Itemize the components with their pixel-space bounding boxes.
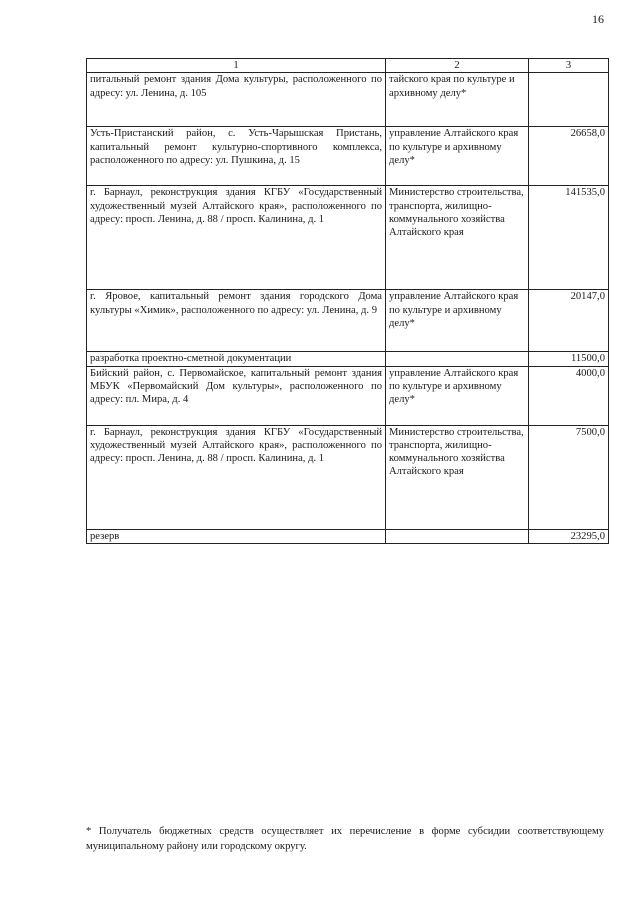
row-agency [386, 352, 529, 366]
row-agency: управление Алтайского края по культуре и архивному делу* [386, 127, 529, 186]
row-amount: 11500,0 [529, 352, 609, 366]
row-amount: 23295,0 [529, 529, 609, 543]
row-agency: управление Алтайского края по культуре и архивному делу* [386, 366, 529, 425]
row-amount: 26658,0 [529, 127, 609, 186]
table-row [87, 366, 609, 425]
row-description: г. Барнаул, реконструкция здания КГБУ «Государственный художественный музей Алтайского края», расположенного по адресу: просп. Ленина, д. 88 / просп. Калинина, д. 1 [87, 186, 386, 290]
row-amount: 20147,0 [529, 290, 609, 352]
row-agency: Министерство строительства, транспорта, жилищно-коммунального хозяйства Алтайского края [386, 186, 529, 290]
row-amount: 7500,0 [529, 425, 609, 529]
table-row [87, 186, 609, 290]
row-agency: управление Алтайского края по культуре и архивному делу* [386, 290, 529, 352]
allocation-table [86, 58, 609, 544]
column-header: 1 [87, 59, 386, 73]
row-description: резерв [87, 529, 386, 543]
row-description: Усть-Пристанский район, с. Усть-Чарышская Пристань, капитальный ремонт культурно-спортивного комплекса, расположенного по адресу: ул. Пушкина, д. 15 [87, 127, 386, 186]
row-agency: Министерство строительства, транспорта, жилищно-коммунального хозяйства Алтайского края [386, 425, 529, 529]
table-row [87, 73, 609, 127]
table-row [87, 425, 609, 529]
column-header: 2 [386, 59, 529, 73]
row-agency [386, 529, 529, 543]
row-agency: тайского края по культуре и архивному делу* [386, 73, 529, 127]
row-description: Бийский район, с. Первомайское, капитальный ремонт здания МБУК «Первомайский Дом культуры», расположенного по адресу: пл. Мира, д. 4 [87, 366, 386, 425]
row-amount: 141535,0 [529, 186, 609, 290]
row-description: г. Барнаул, реконструкция здания КГБУ «Государственный художественный музей Алтайского края», расположенного по адресу: просп. Ленина, д. 88 / просп. Калинина, д. 1 [87, 425, 386, 529]
table-row [87, 529, 609, 543]
row-description: г. Яровое, капитальный ремонт здания городского Дома культуры «Химик», расположенного по адресу: ул. Ленина, д. 9 [87, 290, 386, 352]
table-row [87, 352, 609, 366]
page-number: 16 [592, 12, 604, 26]
table-row [87, 127, 609, 186]
column-header: 3 [529, 59, 609, 73]
table-header-row [87, 59, 609, 73]
footnote: * Получатель бюджетных средств осуществляет их перечисление в форме субсидии соответствующему муниципальному району или городскому округу. [86, 826, 604, 852]
row-description: разработка проектно-сметной документации [87, 352, 386, 366]
row-description: питальный ремонт здания Дома культуры, расположенного по адресу: ул. Ленина, д. 105 [87, 73, 386, 127]
row-amount: 4000,0 [529, 366, 609, 425]
table-row [87, 290, 609, 352]
row-amount [529, 73, 609, 127]
